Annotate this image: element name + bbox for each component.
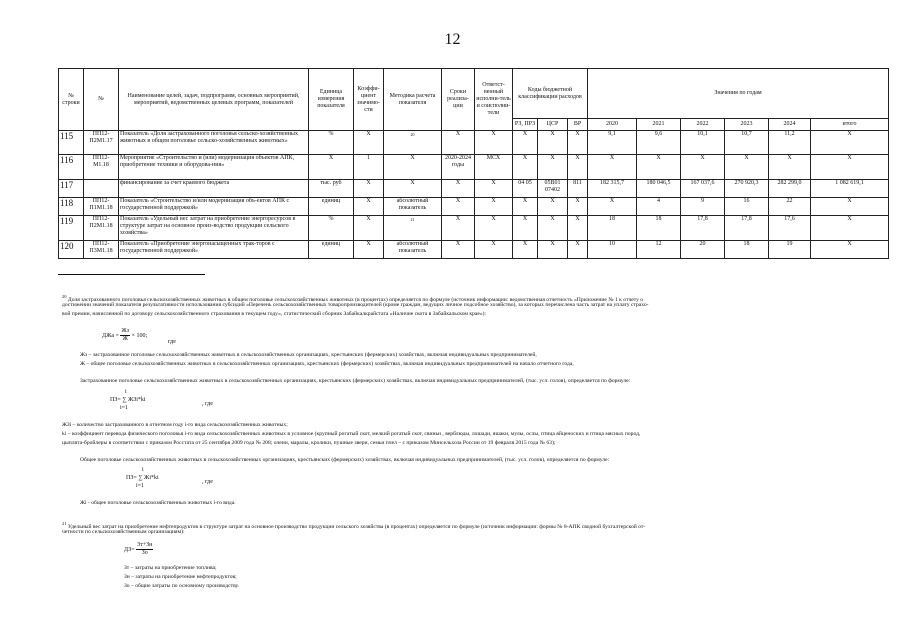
formula-lhs: ДЗ=	[124, 546, 135, 553]
row-value-total: Х	[811, 241, 889, 259]
row-value-total: Х	[811, 155, 889, 180]
header-values: Значения по годам	[588, 69, 889, 119]
row-unit: %	[309, 131, 354, 155]
row-value: Х	[769, 155, 811, 180]
row-value: 12	[637, 241, 681, 259]
row-name: финансирование за счет краевого бюджета	[119, 180, 309, 198]
row-code: ПП12-П1М1.18	[84, 198, 119, 216]
definition-zh3: Жз – застрахованное поголовье сельскохозяйственных животных в сельскохозяйственных организациях, крестьянских (фермерских) хозяйствах, включая индивидуальных предпринимателей,	[80, 352, 537, 358]
formula-numerator: Зт+Зн	[137, 542, 153, 548]
definition-zt: Зт – затраты на приобретение топлива;	[124, 565, 217, 571]
header-num: №	[84, 69, 119, 131]
row-csr: Х	[538, 155, 568, 180]
definition-ki-line-1: ki – коэффициент перевода физического поголовья i-го вида сельскохозяйственных животных в условное (крупный рогатый скот, мелкий рогатый скот, свиньи , верблюды, лошади, яшаки, мулы, ослы, птица яйценоских и птица мясных пород,	[62, 431, 641, 437]
footnote-20-text: Доля застрахованного поголовья сельскохозяйственных животных в общем поголовье сельскохозяйственных животных (в процентах) определяется по формуле (источник информации: ведомственная отчетность «Приложение № 1 к отчету о	[67, 296, 644, 303]
row-terms: Х	[442, 216, 475, 241]
row-number: 119	[59, 216, 84, 241]
row-coef: Х	[354, 216, 384, 241]
row-code: ПП12-П2М1.17	[84, 131, 119, 155]
row-csr: Х	[538, 198, 568, 216]
row-value: 18	[588, 216, 637, 241]
row-vr: Х	[568, 241, 588, 259]
row-vr: Х	[568, 216, 588, 241]
formula-numerator: Жз	[121, 328, 130, 334]
row-vr: Х	[568, 198, 588, 216]
footnote-separator	[58, 274, 205, 275]
definition-zo: Зо – общие затраты по основному производству.	[124, 583, 240, 589]
row-unit: %	[309, 216, 354, 241]
row-rz: Х	[513, 155, 538, 180]
row-executor: Х	[475, 180, 513, 198]
row-unit: Х	[309, 155, 354, 180]
row-csr: Х	[538, 216, 568, 241]
row-value-total: Х	[811, 198, 889, 216]
formula-denominator: Ж	[122, 336, 128, 342]
row-terms: Х	[442, 198, 475, 216]
row-coef: 1	[354, 155, 384, 180]
row-value: 282 299,0	[769, 180, 811, 198]
header-coef: Коэффи-циент значимо-сти	[354, 69, 384, 131]
definition-zhi: Жi - общее поголовье сельскохозяйственных животных i-го вида.	[80, 500, 236, 506]
row-vr: Х	[568, 131, 588, 155]
formula-fraction	[136, 542, 153, 557]
row-coef: Х	[354, 131, 384, 155]
header-year: 2022	[681, 119, 725, 131]
table-row	[59, 155, 889, 180]
row-value: 22	[769, 198, 811, 216]
row-terms: Х	[442, 131, 475, 155]
formula-denominator: Зо	[141, 550, 148, 556]
row-value-total: Х	[811, 131, 889, 155]
row-value: 19	[769, 241, 811, 259]
row-value: 270 920,3	[725, 180, 769, 198]
row-value: 17,8	[725, 216, 769, 241]
row-value-total: Х	[811, 216, 889, 241]
formula-lhs: ДЖа =	[102, 332, 119, 339]
row-value: 9	[681, 198, 725, 216]
row-executor: Х	[475, 216, 513, 241]
table-row	[59, 131, 889, 155]
indicators-table	[58, 68, 889, 259]
header-csr: ЦСР	[538, 119, 568, 131]
header-unit: Единица измерения показателя	[309, 69, 354, 131]
definition-zn: Зн – затраты на приобретение нефтепродуктов;	[124, 574, 237, 580]
row-name: Мероприятие «Строительство и (или) модернизация объектов АПК, приобретение техники и оборудова-ния»	[119, 155, 309, 180]
row-value: 17,6	[769, 216, 811, 241]
row-code: ПП12-М1.18	[84, 155, 119, 180]
row-number: 115	[59, 131, 84, 155]
row-value: 9,6	[637, 131, 681, 155]
row-value: 9,1	[588, 131, 637, 155]
row-value: 11,2	[769, 131, 811, 155]
row-method: 20	[384, 131, 442, 155]
row-value: 182 315,7	[588, 180, 637, 198]
row-name: Показатель «Строительство и/или модернизация объ-ектов АПК с государственной поддержкой»	[119, 198, 309, 216]
row-executor: Х	[475, 241, 513, 259]
row-executor: Х	[475, 131, 513, 155]
row-number: 116	[59, 155, 84, 180]
row-unit: единиц	[309, 241, 354, 259]
row-coef: Х	[354, 198, 384, 216]
footnote-20-mark: 20	[62, 294, 67, 299]
row-value: 18	[725, 241, 769, 259]
row-value: Х	[681, 155, 725, 180]
formula-where: где	[168, 339, 176, 345]
row-value: Х	[637, 155, 681, 180]
formula-fraction	[120, 328, 130, 343]
row-rz: Х	[513, 198, 538, 216]
row-value: 167 037,6	[681, 180, 725, 198]
row-value: 10	[588, 241, 637, 259]
header-name: Наименование целей, задач, подпрограмм, основных мероприятий, мероприятий, ведомственных целевых программ, показателей	[119, 69, 309, 131]
row-rz: 04 05	[513, 180, 538, 198]
row-value: 17,8	[681, 216, 725, 241]
formula-tail: × 100;	[131, 332, 148, 339]
header-budget-codes: Коды бюджетной классификации расходов	[513, 69, 588, 119]
header-executor: Ответст-венный исполни-тель и соисполни-тели	[475, 69, 513, 131]
header-year-total: итого	[811, 119, 889, 131]
row-value: 10,7	[725, 131, 769, 155]
row-csr: Х	[538, 131, 568, 155]
header-rz: РЗ, ПРЗ	[513, 119, 538, 131]
header-year: 2023	[725, 119, 769, 131]
formula-where: , где	[202, 479, 213, 485]
table-row	[59, 198, 889, 216]
formula-sum-lower: i=1	[136, 483, 145, 489]
row-unit: единиц	[309, 198, 354, 216]
row-value: 10,1	[681, 131, 725, 155]
page-number: 12	[444, 31, 461, 48]
formula-insured-sum: ПЗ= ∑ ЖЗi*ki	[110, 397, 146, 403]
formula-sum-upper: i	[125, 389, 127, 395]
row-rz: Х	[513, 131, 538, 155]
paragraph-total-livestock: Общее поголовье сельскохозяйственных животных в сельскохозяйственных организациях, крестьянских (фермерских) хозяйствах, включая индивидуальных предпринимателей, (тыс. усл. голов), определяется по формуле:	[80, 457, 610, 463]
footnote-20-line-2: достижении значений показателя результативности использования субсидий «Перечень сельскохозяйственных товаропроизводителей (кроме граждан, ведущих личное подсобное хозяйство), за которых перечислена часть затрат на уплату страхо-	[62, 302, 649, 308]
footnote-21-mark: 21	[62, 521, 67, 526]
row-unit: тыс. руб	[309, 180, 354, 198]
header-vr: ВР	[568, 119, 588, 131]
definition-zh: Ж – общее поголовье сельскохозяйственных животных в сельскохозяйственных организациях, крестьянских (фермерских) хозяйствах, включая индивидуальных предпринимателей на начало отчетного года,	[80, 361, 574, 367]
table-row	[59, 216, 889, 241]
footnote-21-text: Удельный вес затрат на приобретение нефтепродуктов в структуре затрат на основное производство продукции сельского хозяйства (в процентах) определяется по формуле (источник информации: формы № 8-АПК сводной бухгалтерской от-	[67, 523, 646, 530]
paragraph-insured-livestock: Застрахованное поголовье сельскохозяйственных животных в сельскохозяйственных организациях, крестьянских (фермерских) хозяйствах, включая индивидуальных предпринимателей, (тыс. усл. голов), определяется по формуле:	[80, 378, 631, 384]
row-executor: МСХ	[475, 155, 513, 180]
row-value: 18	[637, 216, 681, 241]
row-method: 21	[384, 216, 442, 241]
row-value: Х	[588, 198, 637, 216]
row-vr: Х	[568, 155, 588, 180]
row-coef: Х	[354, 180, 384, 198]
row-name: Показатель «Приобретение энергонасыщенных трак-торов с государственной поддержкой»	[119, 241, 309, 259]
row-name: Показатель «Удельный вес затрат на приобретение энергоресурсов в структуре затрат на основное произ-водство продукции сельского хозяйства»	[119, 216, 309, 241]
row-code	[84, 180, 119, 198]
row-coef: Х	[354, 241, 384, 259]
row-name: Показатель «Доля застрахованного поголовья сельско-хозяйственных животных в общем поголовье сельско-хозяйственных животных»	[119, 131, 309, 155]
formula-sum-upper: i	[142, 467, 144, 473]
row-value: 20	[681, 241, 725, 259]
row-vr: 811	[568, 180, 588, 198]
row-rz: Х	[513, 241, 538, 259]
definition-zh3i: ЖЗi – количество застрахованного в отчетном году i-го вида сельскохозяйственных животных;	[62, 422, 288, 428]
table-row	[59, 180, 889, 198]
row-rz: Х	[513, 216, 538, 241]
row-value: Х	[588, 155, 637, 180]
row-code: ПП12-П2М1.18	[84, 216, 119, 241]
formula-total-sum: ПЗ= ∑ Жi*ki	[126, 475, 159, 481]
header-year: 2024	[769, 119, 811, 131]
header-year: 2020	[588, 119, 637, 131]
header-row-no: № строки	[59, 69, 84, 131]
row-number: 118	[59, 198, 84, 216]
formula-where: , где	[202, 401, 213, 407]
row-executor: Х	[475, 198, 513, 216]
row-method: Х	[384, 155, 442, 180]
row-value: Х	[725, 155, 769, 180]
header-method: Методика расчета показателя	[384, 69, 442, 131]
row-method: абсолютный показатель	[384, 241, 442, 259]
header-year: 2021	[637, 119, 681, 131]
row-value-total: 1 082 619,1	[811, 180, 889, 198]
row-csr: 05В01 07402	[538, 180, 568, 198]
table-row	[59, 241, 889, 259]
row-value: 16	[725, 198, 769, 216]
row-value: 4	[637, 198, 681, 216]
header-terms: Сроки реализа-ции	[442, 69, 475, 131]
row-number: 117	[59, 180, 84, 198]
formula-share-insured	[102, 328, 147, 343]
row-method: абсолютный показатель	[384, 198, 442, 216]
row-csr: Х	[538, 241, 568, 259]
row-terms: Х	[442, 180, 475, 198]
row-code: ПП12-П3М1.18	[84, 241, 119, 259]
row-terms: 2020-2024 годы	[442, 155, 475, 180]
footnote-20-line-3: вой премии, начисленной по договору сельскохозяйственного страхования в текущем году», статистический сборник Забайкалкрайстата «Наличие скота в Забайкальском крае»):	[62, 311, 487, 317]
formula-sum-lower: i=1	[120, 405, 129, 411]
definition-ki-line-2: цыплята-бройлеры в соответствии с приказом Росстата от 25 сентября 2009 года № 208; олени, маралы, кролики, пушные звери, семьи пчел – с приказом Минсельхоза России от 19 февраля 2015 года № 63);	[62, 440, 556, 446]
footnote-21-line-2: четности по сельскохозяйственным организациям):	[62, 529, 185, 535]
row-value: 180 046,5	[637, 180, 681, 198]
row-method: Х	[384, 180, 442, 198]
formula-energy-share	[124, 542, 153, 557]
row-number: 120	[59, 241, 84, 259]
row-terms: Х	[442, 241, 475, 259]
